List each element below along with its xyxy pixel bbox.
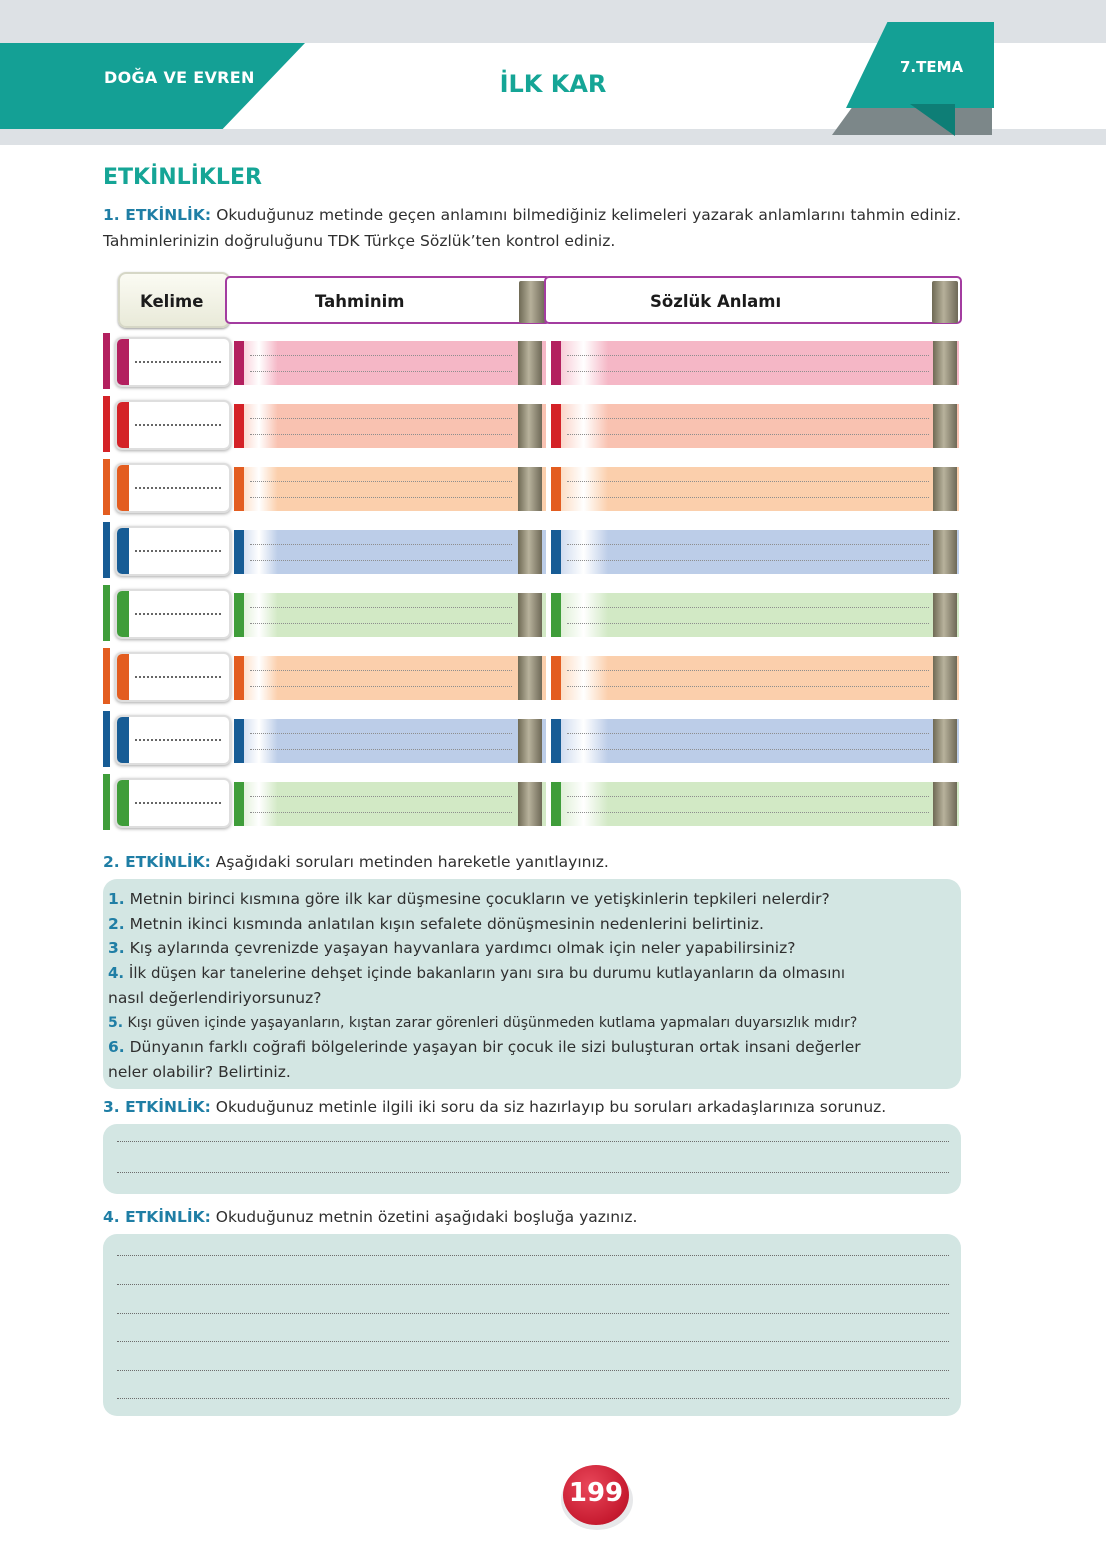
question-2 bbox=[108, 912, 764, 936]
guess-cell-tab bbox=[234, 593, 244, 637]
column-header-meaning-label: Sözlük Anlamı bbox=[650, 292, 782, 311]
page-number: 199 bbox=[568, 1478, 624, 1508]
meaning-blank bbox=[567, 607, 929, 608]
guess-blank-2 bbox=[250, 371, 512, 372]
answer-line bbox=[117, 1141, 949, 1142]
scroll-roll-icon bbox=[518, 656, 542, 700]
table-row bbox=[103, 711, 963, 767]
meaning-cell[interactable] bbox=[551, 404, 959, 448]
meaning-blank bbox=[567, 418, 929, 419]
questions-box bbox=[103, 879, 961, 1089]
word-cell-tab bbox=[117, 591, 129, 637]
page-number-badge bbox=[563, 1465, 629, 1525]
meaning-blank-2 bbox=[567, 749, 929, 750]
guess-blank bbox=[250, 607, 512, 608]
question-number: 1. bbox=[108, 890, 125, 908]
guess-cell[interactable] bbox=[234, 593, 546, 637]
scroll-roll-icon bbox=[518, 530, 542, 574]
question-text: Dünyanın farklı coğrafi bölgelerinde yaşayan bir çocuk ile sizi buluşturan ortak insani değerler bbox=[129, 1038, 861, 1056]
meaning-cell[interactable] bbox=[551, 467, 959, 511]
meaning-cell[interactable] bbox=[551, 593, 959, 637]
guess-blank bbox=[250, 481, 512, 482]
column-header-guess bbox=[225, 276, 551, 324]
scroll-roll-icon bbox=[933, 656, 957, 700]
row-color-stripe bbox=[103, 333, 110, 389]
word-cell-tab bbox=[117, 465, 129, 511]
row-color-stripe bbox=[103, 648, 110, 704]
meaning-cell[interactable] bbox=[551, 530, 959, 574]
table-row bbox=[103, 774, 963, 830]
scroll-roll-icon bbox=[518, 782, 542, 826]
guess-blank bbox=[250, 733, 512, 734]
word-cell-tab bbox=[117, 654, 129, 700]
meaning-blank-2 bbox=[567, 497, 929, 498]
guess-cell-tab bbox=[234, 530, 244, 574]
table-row bbox=[103, 459, 963, 515]
answer-line bbox=[117, 1284, 949, 1285]
activity4-label: 4. ETKİNLİK: bbox=[103, 1208, 211, 1226]
scroll-roll-icon bbox=[519, 281, 545, 323]
guess-blank bbox=[250, 670, 512, 671]
word-cell[interactable] bbox=[115, 526, 231, 576]
question-text: Kışı güven içinde yaşayanların, kıştan zarar görenleri düşünmeden kutlama yapmaları duyarsızlık mıdır? bbox=[127, 1015, 858, 1031]
guess-blank-2 bbox=[250, 497, 512, 498]
guess-blank bbox=[250, 544, 512, 545]
guess-blank-2 bbox=[250, 623, 512, 624]
question-text: İlk düşen kar tanelerine dehşet içinde bakanların yanı sıra bu durumu kutlayanların da olmasını bbox=[128, 964, 846, 982]
answer-line bbox=[117, 1398, 949, 1399]
column-header-guess-label: Tahminim bbox=[315, 292, 405, 311]
activity3-label: 3. ETKİNLİK: bbox=[103, 1098, 211, 1116]
question-4-continued: nasıl değerlendiriyorsunuz? bbox=[108, 989, 322, 1007]
column-header-word-label: Kelime bbox=[140, 292, 204, 311]
word-cell[interactable] bbox=[115, 400, 231, 450]
guess-cell-tab bbox=[234, 782, 244, 826]
word-cell-tab bbox=[117, 402, 129, 448]
guess-cell-tab bbox=[234, 656, 244, 700]
word-blank bbox=[135, 613, 221, 615]
row-color-stripe bbox=[103, 459, 110, 515]
word-blank bbox=[135, 550, 221, 552]
scroll-roll-icon bbox=[518, 467, 542, 511]
activity4-answer-box[interactable] bbox=[103, 1234, 961, 1416]
section-title: ETKİNLİKLER bbox=[103, 165, 262, 190]
scroll-roll-icon bbox=[933, 404, 957, 448]
question-number: 3. bbox=[108, 939, 125, 957]
guess-cell-tab bbox=[234, 404, 244, 448]
question-3 bbox=[108, 936, 795, 960]
scroll-roll-icon bbox=[933, 593, 957, 637]
meaning-blank bbox=[567, 544, 929, 545]
activity3-answer-box[interactable] bbox=[103, 1124, 961, 1194]
table-row bbox=[103, 648, 963, 704]
word-cell[interactable] bbox=[115, 715, 231, 765]
question-number: 4. bbox=[108, 964, 125, 982]
question-4 bbox=[108, 961, 845, 985]
meaning-blank-2 bbox=[567, 812, 929, 813]
word-blank bbox=[135, 487, 221, 489]
word-blank bbox=[135, 802, 221, 804]
meaning-blank bbox=[567, 733, 929, 734]
activity1-label: 1. ETKİNLİK: bbox=[103, 206, 212, 224]
meaning-blank-2 bbox=[567, 371, 929, 372]
question-text: Metnin ikinci kısmında anlatılan kışın sefalete dönüşmesinin nedenlerini belirtiniz. bbox=[129, 915, 764, 933]
meaning-cell[interactable] bbox=[551, 341, 959, 385]
scroll-roll-icon bbox=[933, 341, 957, 385]
activity2-label: 2. ETKİNLİK: bbox=[103, 853, 211, 871]
table-row bbox=[103, 333, 963, 389]
guess-cell[interactable] bbox=[234, 782, 546, 826]
guess-blank bbox=[250, 796, 512, 797]
scroll-roll-icon bbox=[518, 404, 542, 448]
scroll-roll-icon bbox=[933, 467, 957, 511]
scroll-roll-icon bbox=[518, 593, 542, 637]
guess-cell[interactable] bbox=[234, 467, 546, 511]
word-blank bbox=[135, 424, 221, 426]
meaning-cell-tab bbox=[551, 719, 561, 763]
question-6-continued: neler olabilir? Belirtiniz. bbox=[108, 1063, 291, 1081]
question-1 bbox=[108, 887, 830, 911]
word-cell-tab bbox=[117, 717, 129, 763]
activity2-instructions bbox=[103, 853, 609, 871]
word-cell-tab bbox=[117, 780, 129, 826]
guess-blank-2 bbox=[250, 434, 512, 435]
table-row bbox=[103, 522, 963, 578]
word-blank bbox=[135, 676, 221, 678]
word-blank bbox=[135, 361, 221, 363]
question-number: 5. bbox=[108, 1015, 124, 1031]
word-cell-tab bbox=[117, 339, 129, 385]
scroll-roll-icon bbox=[518, 341, 542, 385]
answer-line bbox=[117, 1341, 949, 1342]
scroll-roll-icon bbox=[518, 719, 542, 763]
answer-line bbox=[117, 1172, 949, 1173]
scroll-roll-icon bbox=[933, 782, 957, 826]
guess-blank bbox=[250, 355, 512, 356]
activity3-instructions bbox=[103, 1098, 886, 1116]
vocabulary-table bbox=[103, 268, 963, 843]
word-cell[interactable] bbox=[115, 652, 231, 702]
table-row bbox=[103, 585, 963, 641]
guess-blank-2 bbox=[250, 686, 512, 687]
scroll-roll-icon bbox=[932, 281, 958, 323]
word-cell[interactable] bbox=[115, 463, 231, 513]
meaning-cell-tab bbox=[551, 530, 561, 574]
activity1-text: Okuduğunuz metinde geçen anlamını bilmediğiniz kelimeleri yazarak anlamlarını tahmin ediniz. Tahminlerinizin doğruluğunu TDK Türkçe Sözlük’ten kontrol ediniz. bbox=[103, 206, 961, 250]
question-number: 2. bbox=[108, 915, 125, 933]
meaning-blank bbox=[567, 796, 929, 797]
word-blank bbox=[135, 739, 221, 741]
word-cell[interactable] bbox=[115, 778, 231, 828]
row-color-stripe bbox=[103, 774, 110, 830]
question-5 bbox=[108, 1011, 857, 1035]
meaning-cell-tab bbox=[551, 404, 561, 448]
meaning-cell-tab bbox=[551, 656, 561, 700]
meaning-blank bbox=[567, 481, 929, 482]
meaning-blank-2 bbox=[567, 560, 929, 561]
guess-blank bbox=[250, 418, 512, 419]
guess-blank-2 bbox=[250, 749, 512, 750]
guess-cell-tab bbox=[234, 719, 244, 763]
guess-cell[interactable] bbox=[234, 341, 546, 385]
activity4-instructions bbox=[103, 1208, 637, 1226]
activity3-text: Okuduğunuz metinle ilgili iki soru da siz hazırlayıp bu soruları arkadaşlarınıza sorunuz. bbox=[215, 1098, 887, 1116]
meaning-cell-tab bbox=[551, 593, 561, 637]
guess-cell[interactable] bbox=[234, 404, 546, 448]
answer-line bbox=[117, 1370, 949, 1371]
column-header-meaning bbox=[544, 276, 962, 324]
question-text: Kış aylarında çevrenizde yaşayan hayvanlara yardımcı olmak için neler yapabilirsiniz? bbox=[129, 939, 796, 957]
meaning-blank bbox=[567, 670, 929, 671]
question-text: Metnin birinci kısmına göre ilk kar düşmesine çocukların ve yetişkinlerin tepkileri nelerdir? bbox=[129, 890, 830, 908]
answer-line bbox=[117, 1313, 949, 1314]
meaning-cell[interactable] bbox=[551, 656, 959, 700]
answer-line bbox=[117, 1255, 949, 1256]
activity2-text: Aşağıdaki soruları metinden hareketle yanıtlayınız. bbox=[215, 853, 609, 871]
activity1-instructions bbox=[103, 202, 961, 254]
meaning-cell[interactable] bbox=[551, 782, 959, 826]
guess-blank-2 bbox=[250, 812, 512, 813]
row-color-stripe bbox=[103, 711, 110, 767]
guess-cell[interactable] bbox=[234, 530, 546, 574]
meaning-cell-tab bbox=[551, 782, 561, 826]
theme-label: 7.TEMA bbox=[900, 58, 964, 76]
row-color-stripe bbox=[103, 585, 110, 641]
guess-cell-tab bbox=[234, 467, 244, 511]
question-number: 6. bbox=[108, 1038, 125, 1056]
guess-cell-tab bbox=[234, 341, 244, 385]
meaning-cell[interactable] bbox=[551, 719, 959, 763]
meaning-blank bbox=[567, 355, 929, 356]
meaning-cell-tab bbox=[551, 467, 561, 511]
question-6 bbox=[108, 1035, 861, 1059]
word-cell-tab bbox=[117, 528, 129, 574]
page-title: İLK KAR bbox=[499, 70, 607, 98]
table-row bbox=[103, 396, 963, 452]
meaning-blank-2 bbox=[567, 623, 929, 624]
scroll-roll-icon bbox=[933, 530, 957, 574]
column-header-word bbox=[118, 272, 230, 328]
meaning-cell-tab bbox=[551, 341, 561, 385]
activity4-text: Okuduğunuz metnin özetini aşağıdaki boşluğa yazınız. bbox=[215, 1208, 638, 1226]
guess-cell[interactable] bbox=[234, 719, 546, 763]
word-cell[interactable] bbox=[115, 589, 231, 639]
meaning-blank-2 bbox=[567, 686, 929, 687]
row-color-stripe bbox=[103, 522, 110, 578]
scroll-roll-icon bbox=[933, 719, 957, 763]
row-color-stripe bbox=[103, 396, 110, 452]
guess-blank-2 bbox=[250, 560, 512, 561]
meaning-blank-2 bbox=[567, 434, 929, 435]
word-cell[interactable] bbox=[115, 337, 231, 387]
unit-label: DOĞA VE EVREN bbox=[104, 68, 255, 87]
guess-cell[interactable] bbox=[234, 656, 546, 700]
